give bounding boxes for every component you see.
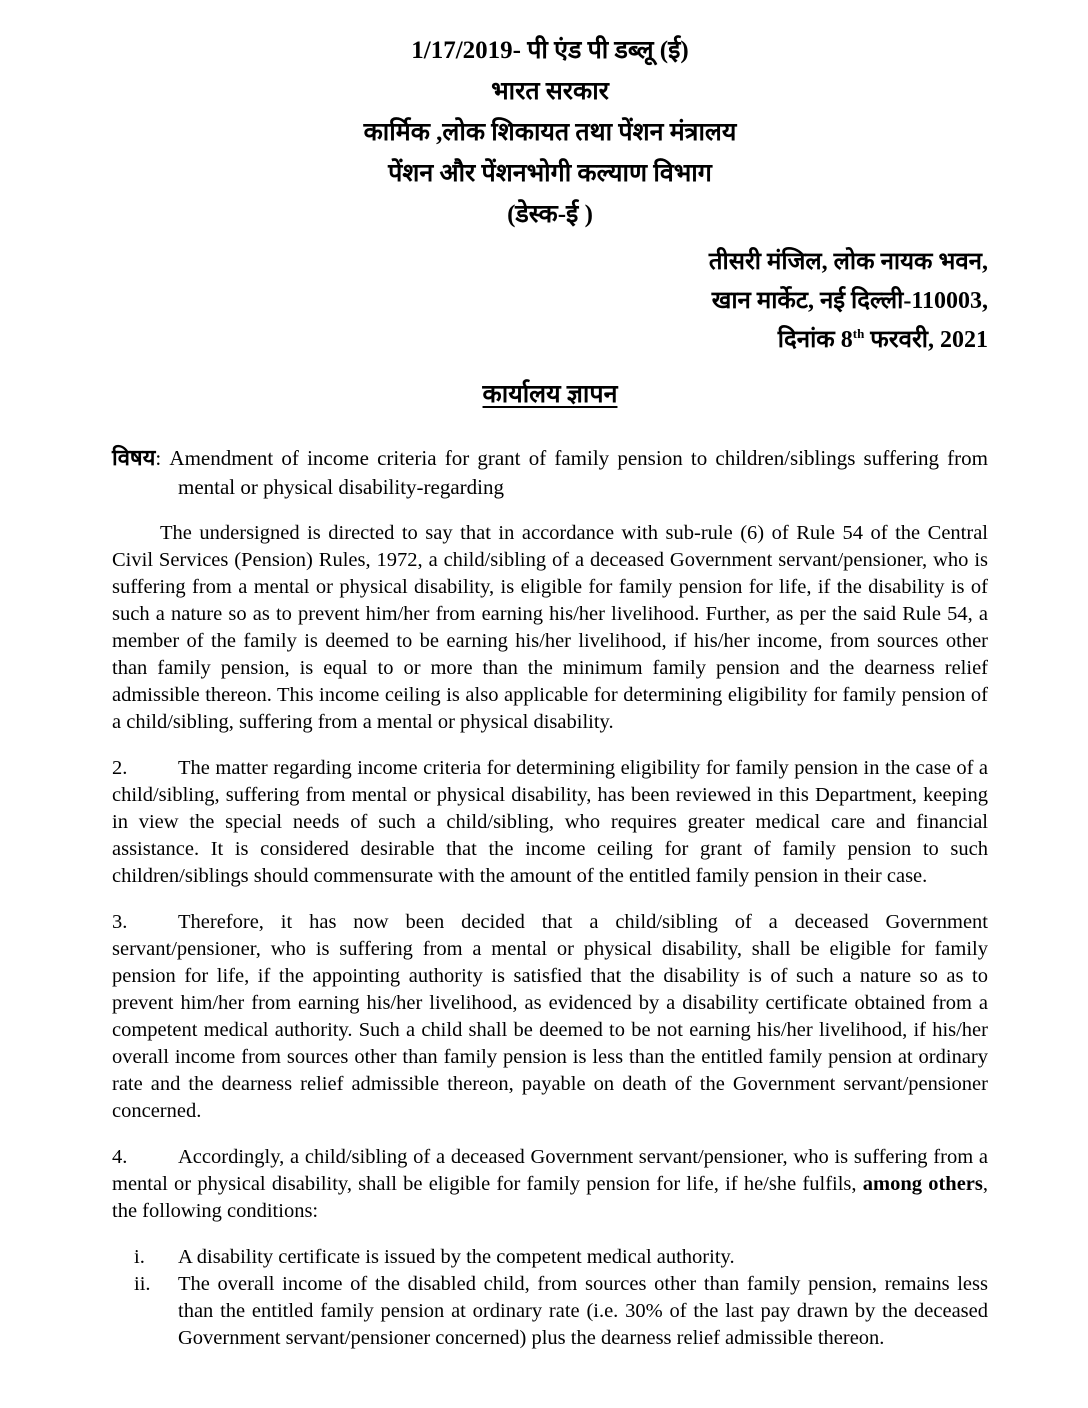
paragraph-4-text-before: Accordingly, a child/sibling of a deceased Government servant/pensioner, who is suffering from a mental or physical disability, shall be eligible for family pension for life, if he/she fulfils, — [112, 1146, 988, 1195]
ministry-name: कार्मिक ,लोक शिकायत तथा पेंशन मंत्रालय — [363, 119, 737, 146]
office-memorandum-title: कार्यालय ज्ञापन — [482, 381, 618, 408]
list-marker-1: i. — [134, 1246, 145, 1268]
desk-name: (डेस्क-ई ) — [507, 201, 593, 228]
paragraph-3 — [112, 909, 988, 1125]
paragraph-4-text-after: , the following conditions: — [112, 1173, 988, 1222]
paragraph-3-number: 3. — [112, 911, 128, 933]
department-name: पेंशन और पेंशनभोगी कल्याण विभाग — [388, 160, 712, 187]
address-line-1: तीसरी मंजिल, लोक नायक भवन, — [708, 249, 988, 275]
government-name: भारत सरकार — [491, 78, 609, 105]
date-suffix: फरवरी, 2021 — [864, 327, 988, 353]
subject-text: Amendment of income criteria for grant of family pension to children/siblings suffering from mental or physical disability-regarding — [169, 446, 988, 499]
subject-label: विषय — [112, 445, 156, 470]
list-marker-2: ii. — [134, 1273, 151, 1295]
date-prefix: दिनांक 8 — [777, 327, 853, 353]
paragraph-4-bold-text: among others — [862, 1173, 983, 1195]
list-item-1-text: A disability certificate is issued by the competent medical authority. — [178, 1246, 735, 1268]
paragraph-2-number: 2. — [112, 757, 128, 779]
document-header — [112, 30, 988, 235]
paragraph-1-text: The undersigned is directed to say that in accordance with sub-rule (6) of Rule 54 of the Central Civil Services (Pension) Rules, 1972, a child/sibling of a deceased Government servant/pensioner, who is suffering from a mental or physical disability, is eligible for family pension for life, if the disability is of such a nature so as to prevent him/her from earning his/her livelihood. Further, as per the said Rule 54, a member of the family is deemed to be earning his/her livelihood, if his/her income, from sources other than family pension, is equal to or more than the minimum family pension and the dearness relief admissible thereon. This income ceiling is also applicable for determining eligibility for family pension of a child/sibling, suffering from a mental or physical disability. — [112, 522, 988, 733]
address-block — [112, 243, 988, 360]
date-line — [112, 321, 988, 360]
list-item-2 — [112, 1271, 988, 1352]
paragraph-1 — [112, 520, 988, 736]
paragraph-2 — [112, 755, 988, 890]
subject-line — [112, 444, 988, 501]
paragraph-3-text: Therefore, it has now been decided that a child/sibling of a deceased Government servant/pensioner, who is suffering from a mental or physical disability, shall be eligible for family pension for life, if the appointing authority is satisfied that the disability is of such a nature so as to prevent him/her from earning his/her livelihood, as evidenced by a disability certificate obtained from a competent medical authority. Such a child shall be deemed to be not earning his/her livelihood, if his/her overall income from sources other than family pension is less than the entitled family pension at ordinary rate and the dearness relief admissible thereon, payable on death of the Government servant/pensioner concerned. — [112, 911, 988, 1122]
paragraph-4 — [112, 1144, 988, 1225]
paragraph-4-number: 4. — [112, 1146, 128, 1168]
conditions-list — [112, 1244, 988, 1352]
address-line-2: खान मार्केट, नई दिल्ली-110003, — [711, 288, 988, 314]
list-item-2-text: The overall income of the disabled child, from sources other than family pension, remains less than the entitled family pension at ordinary rate (i.e. 30% of the last pay drawn by the deceased Government servant/pensioner concerned) plus the dearness relief admissible thereon. — [178, 1273, 988, 1349]
paragraph-2-text: The matter regarding income criteria for determining eligibility for family pension in the case of a child/sibling, suffering from mental or physical disability, has been reviewed in this Department, keeping in view the special needs of such a child/sibling, who requires greater medical care and financial assistance. It is considered desirable that the income ceiling for grant of family pension to such children/siblings should commensurate with the amount of the entitled family pension in their case. — [112, 757, 988, 887]
subject-separator: : — [155, 446, 170, 470]
file-number: 1/17/2019- पी एंड पी डब्लू (ई) — [411, 37, 689, 64]
date-superscript: th — [852, 326, 865, 341]
list-item-1 — [112, 1244, 988, 1271]
